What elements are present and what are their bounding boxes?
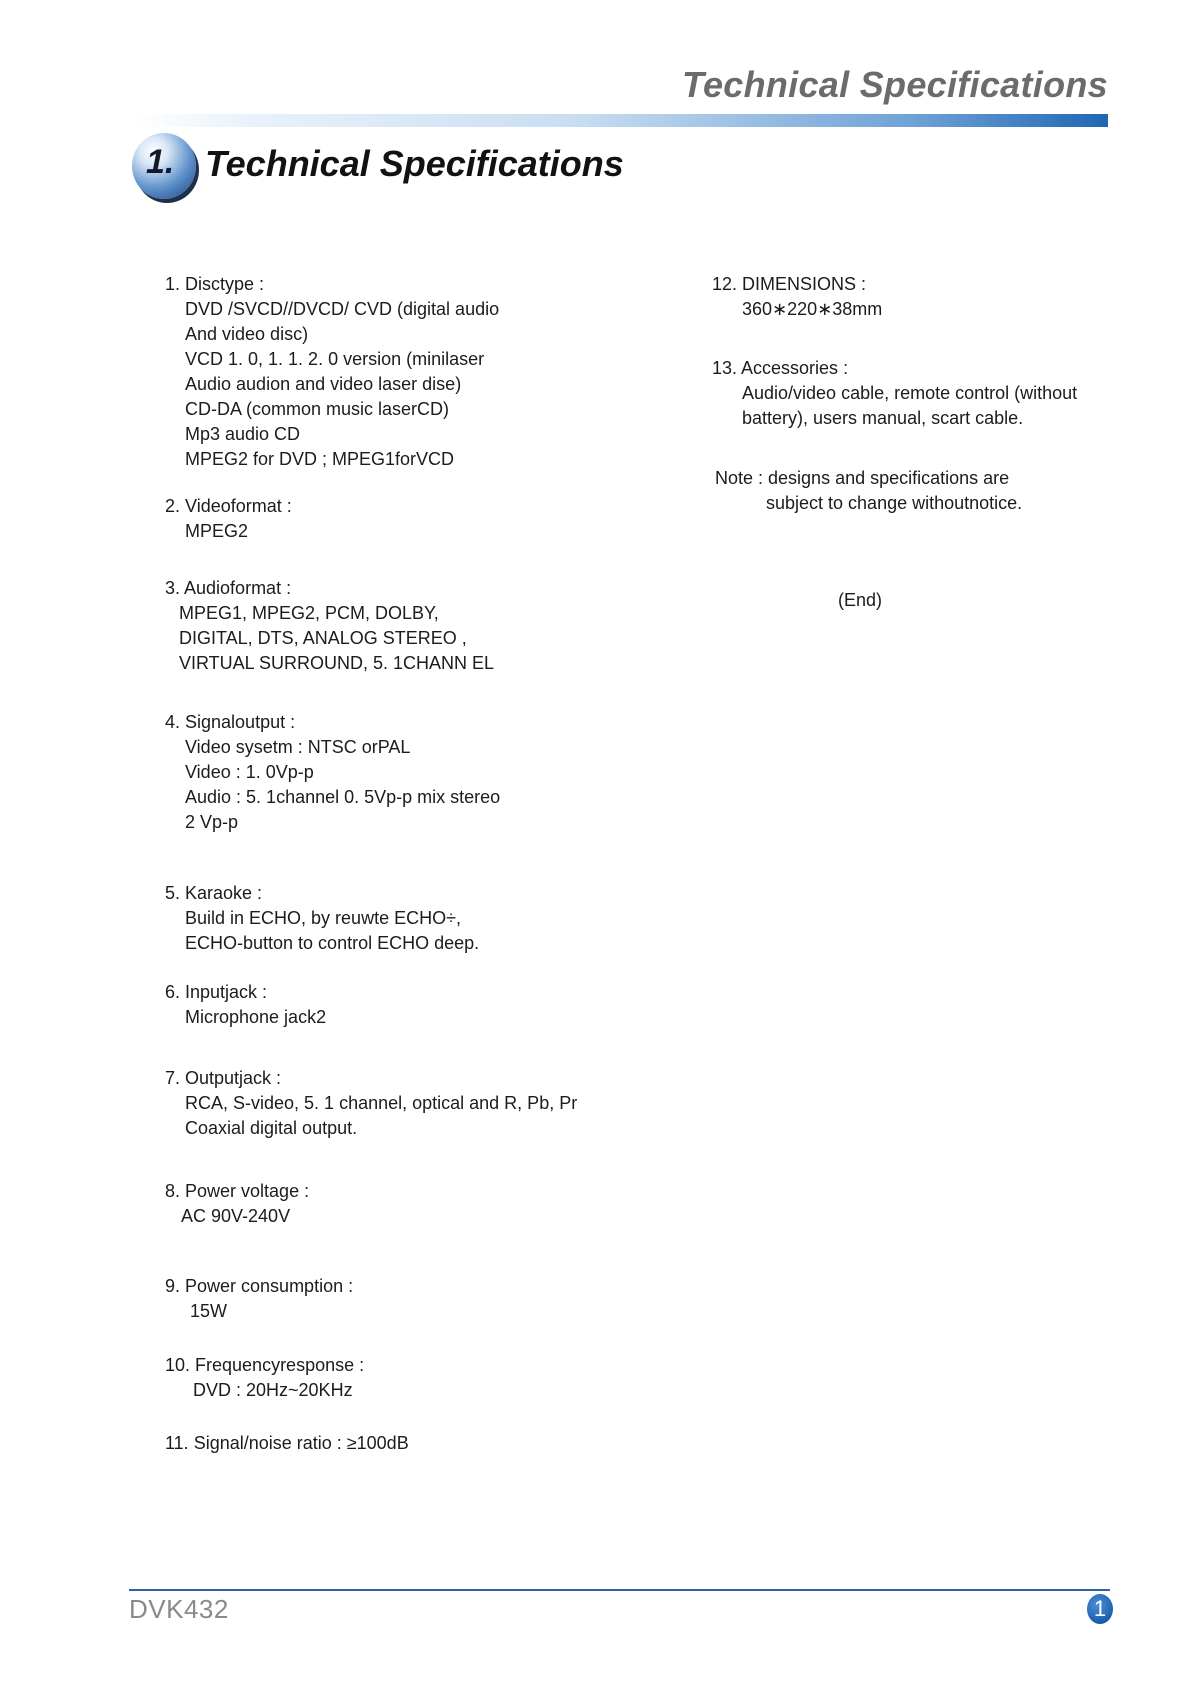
spec-line: Audio audion and video laser dise) — [185, 374, 462, 394]
note-title: Note : designs and specifications are — [715, 468, 1010, 488]
spec-signal-noise — [165, 1431, 409, 1456]
spec-power-voltage — [165, 1179, 309, 1229]
spec-title: 8. Power voltage : — [165, 1181, 310, 1201]
note-line: subject to change withoutnotice. — [766, 493, 1023, 513]
footer-rule — [129, 1589, 1110, 1591]
spec-line: ECHO-button to control ECHO deep. — [185, 933, 480, 953]
spec-line: DVD /SVCD//DVCD/ CVD (digital audio — [185, 299, 500, 319]
header-title: Technical Specifications — [682, 64, 1108, 105]
spec-title: 12. DIMENSIONS : — [712, 274, 867, 294]
section-number: 1. — [146, 143, 175, 181]
footer-model: DVK432 — [129, 1594, 229, 1624]
spec-line: CD-DA (common music laserCD) — [185, 399, 450, 419]
spec-dimensions — [712, 272, 882, 322]
spec-title: 9. Power consumption : — [165, 1276, 354, 1296]
spec-line: Video : 1. 0Vp-p — [185, 762, 314, 782]
spec-frequency-response — [165, 1353, 364, 1403]
spec-line: AC 90V-240V — [181, 1206, 291, 1226]
spec-input-jack — [165, 980, 326, 1030]
spec-title: 1. Disctype : — [165, 274, 265, 294]
spec-title: 3. Audioformat : — [165, 578, 292, 598]
spec-line: Build in ECHO, by reuwte ECHO÷, — [185, 908, 461, 928]
header-gradient-bar — [132, 114, 1108, 127]
spec-title: 10. Frequencyresponse : — [165, 1355, 365, 1375]
spec-line: And video disc) — [185, 324, 309, 344]
section-title: Technical Specifications — [205, 143, 624, 184]
spec-title: 7. Outputjack : — [165, 1068, 282, 1088]
spec-line: MPEG1, MPEG2, PCM, DOLBY, — [179, 603, 439, 623]
spec-title: 6. Inputjack : — [165, 982, 268, 1002]
spec-line: 2 Vp-p — [185, 812, 239, 832]
spec-line: VIRTUAL SURROUND, 5. 1CHANN EL — [179, 653, 495, 673]
spec-title: 2. Videoformat : — [165, 496, 292, 516]
section-number-badge — [132, 133, 196, 199]
spec-signal-output — [165, 710, 500, 835]
spec-disc-type — [165, 272, 499, 472]
spec-title: 11. Signal/noise ratio : ≥100dB — [165, 1433, 409, 1453]
spec-karaoke — [165, 881, 479, 956]
spec-line: Coaxial digital output. — [185, 1118, 358, 1138]
spec-line: VCD 1. 0, 1. 1. 2. 0 version (minilaser — [185, 349, 485, 369]
spec-line: Video sysetm : NTSC orPAL — [185, 737, 411, 757]
spec-title: 4. Signaloutput : — [165, 712, 296, 732]
spec-audio-format — [165, 576, 494, 676]
spec-line: MPEG2 for DVD ; MPEG1forVCD — [185, 449, 455, 469]
spec-line: Audio : 5. 1channel 0. 5Vp-p mix stereo — [185, 787, 501, 807]
spec-line: DIGITAL, DTS, ANALOG STEREO , — [179, 628, 467, 648]
spec-note — [715, 466, 1022, 516]
spec-line: 360∗220∗38mm — [742, 299, 883, 319]
spec-line: Microphone jack2 — [185, 1007, 327, 1027]
spec-video-format — [165, 494, 292, 544]
spec-line: Audio/video cable, remote control (without — [742, 383, 1078, 403]
spec-output-jack — [165, 1066, 577, 1141]
spec-title: 5. Karaoke : — [165, 883, 263, 903]
spec-line: MPEG2 — [185, 521, 249, 541]
page-number-badge: 1 — [1087, 1594, 1113, 1624]
spec-line: RCA, S-video, 5. 1 channel, optical and R, Pb, Pr — [185, 1093, 578, 1113]
spec-line: battery), users manual, scart cable. — [742, 408, 1024, 428]
spec-title: 13. Accessories : — [712, 358, 849, 378]
spec-accessories — [712, 356, 1077, 431]
spec-power-consumption — [165, 1274, 353, 1324]
spec-line: 15W — [190, 1301, 228, 1321]
end-mark: (End) — [838, 590, 883, 610]
spec-line: Mp3 audio CD — [185, 424, 301, 444]
spec-line: DVD : 20Hz~20KHz — [193, 1380, 353, 1400]
